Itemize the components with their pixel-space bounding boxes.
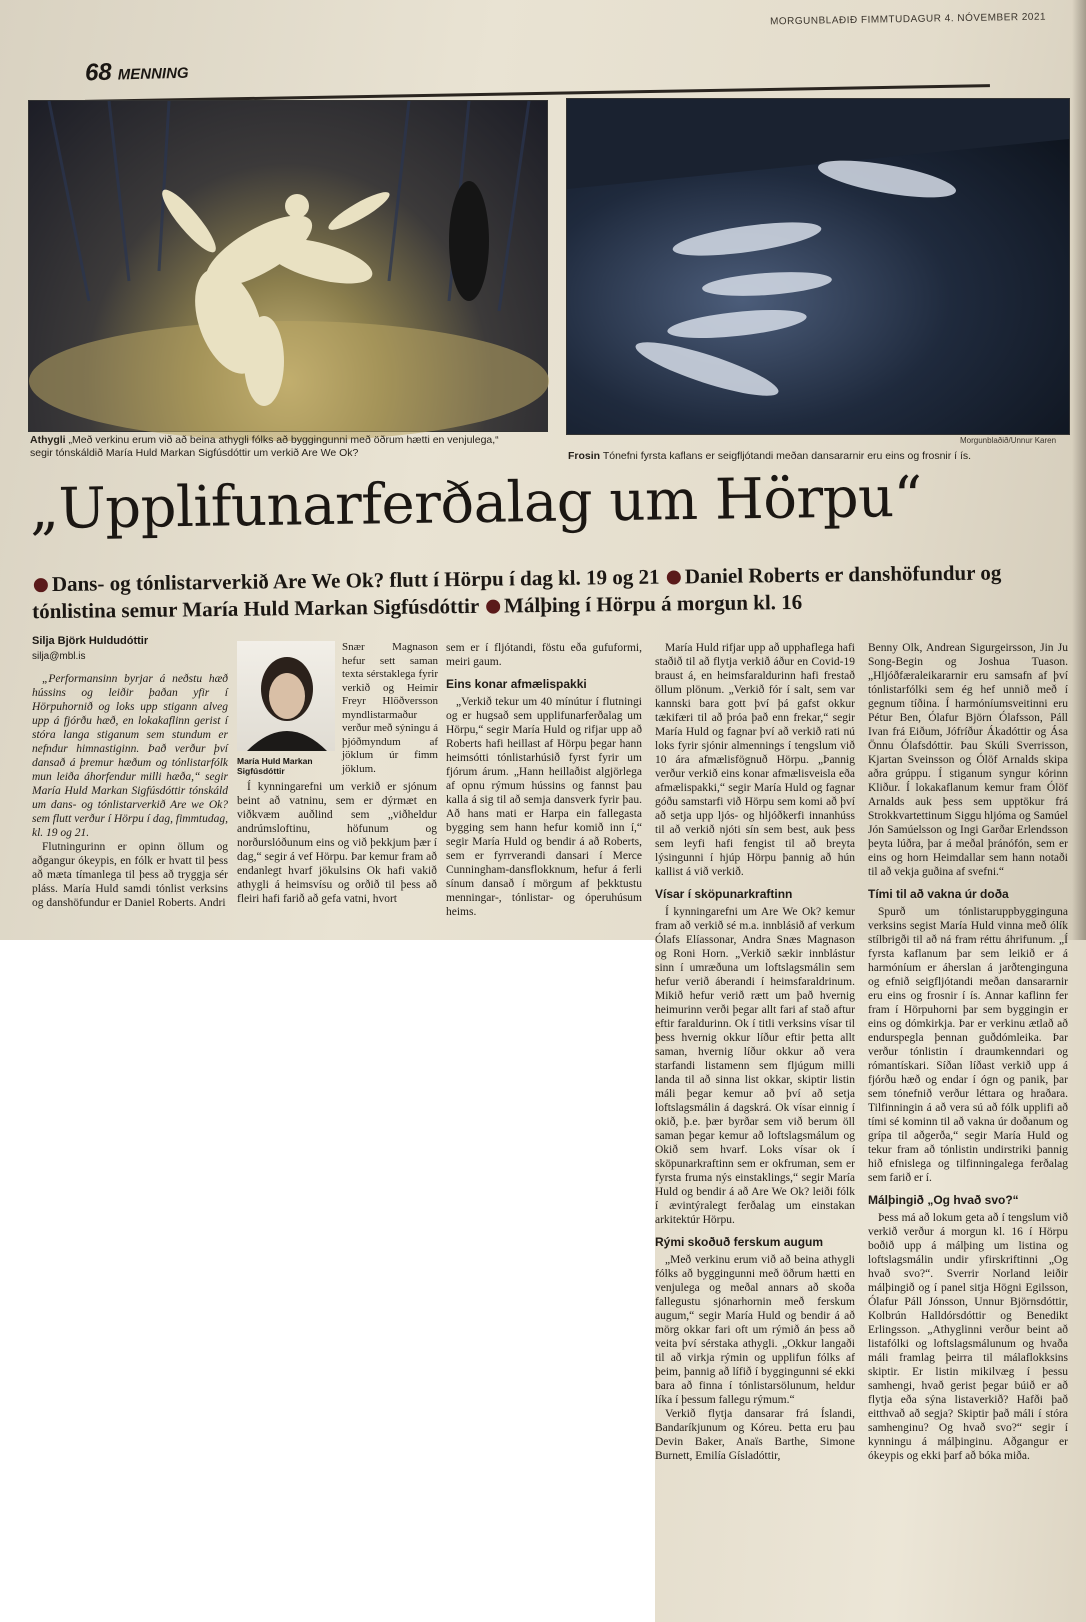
paragraph: Í kynningarefni um verkið er sjónum beint að vatninu, sem er dýrmæt en viðkvæm auðlind sem „viðheldur andrúmsloftinu, höfunum og norðurslóðunum eins og við þekkjum þær í dag,“ segir á vef Hörpu. Þar kemur fram að endanlegt hvarf jökulsins Ok hafi vakið athygli á heimsvísu og orðið til þess að fleiri hafi farið að gefa vatni, hvort	[237, 781, 437, 905]
subheading: Eins konar afmælispakki	[446, 677, 587, 691]
masthead: MORGUNBLAÐIÐ FIMMTUDAGUR 4. NÓVEMBER 2021	[769, 11, 1047, 28]
caption-text: Tónefni fyrsta kaflans er seigfljótandi meðan dansararnir eru eins og frosnir í ís.	[602, 450, 972, 462]
headline: „Upplifunarferðalag um Hörpu“	[29, 464, 923, 543]
person-icon	[237, 641, 335, 751]
column-2-top	[342, 641, 438, 775]
photo-dancers-floor	[566, 98, 1070, 435]
paragraph: „Með verkinu erum við að beina athygli fólks að byggingunni með öðrum hætti en venjulega og meðal annars að skoða fallegustu sjónarhornin með ferskum augum,“ segir María Huld og bendir á að mörg okkar fari oft um rýmið án þess að veita því sérstaka athygli. „Okkur langaði til að virkja rýmin og upplifun fólks af þeim, þannig að lífið í byggingunni sé ekki bara að finna í tónlistarsölunum, heldur líka í þessum fallegu rýmum.“	[655, 1254, 855, 1406]
dancers-illustration	[29, 101, 547, 431]
subhead-part-2: Daniel Roberts er danshöfundur og tónlistina semur María Huld Markan Sigfúsdóttir	[32, 560, 1002, 624]
column-5	[868, 641, 1068, 1619]
paragraph: Snær Magnason hefur sett saman texta sérstaklega fyrir verkið og Heimir Freyr Hlöðversson myndlistarmaður verður með sýningu á þjóðmyndum af jöklum úr fimm jöklum.	[342, 641, 438, 775]
paragraph: Flutningurinn er opinn öllum og aðgangur ókeypis, en fólk er hvatt til þess að mæta tímanlega til þess að tryggja sér pláss. María Huld samdi tónlist verksins og danshöfundur er Daniel Roberts. Andri	[32, 841, 228, 909]
photo-credit: Morgunblaðið/Unnur Karen	[960, 436, 1057, 445]
page-fold-shadow	[1072, 0, 1086, 940]
subhead-part-1: Dans- og tónlistarverkið Are We Ok? flutt í Hörpu í dag kl. 19 og 21	[51, 564, 660, 597]
column-3	[446, 641, 642, 932]
subheading: Rými skoðuð ferskum augum	[655, 1235, 824, 1249]
paragraph: Spurð um tónlistaruppbygginguna verksins segist María Huld vinna með ólík stílbrigði til að ná fram réttu áhrifunum. „Í fyrsta kaflanum þar sem leikið er á harmóníum er áherslan á jarðtenginguna og efnið seigfljótandi meðan dansararnir eru eins og frosnir í ís. Annar kaflinn fer fram í Hörpuhorni þar sem byggingin er eins og dómkirkja. Þar er verkinu ætlað að endurspegla þennan guðdómleika. Þar verður tónlistin í draumkenndari og rómantískari. Síðan líðast verkið upp á fjórðu hæð og endar í ógn og panik, þar sem tónefnið verður léttara og hraðara. Tilfinningin á að vera sú að fólk upplifi að tími sé kominn til að vakna úr doðanum og grípa til aðgerða,“ segir María Huld og tekur fram að tónlistin undirstriki þannig hið efnislega og tilfinningalega ferðalag sem farið er í.	[868, 906, 1068, 1184]
bullet-icon	[667, 570, 681, 584]
paragraph: sem er í fljótandi, föstu eða gufuformi, meiri gaum.	[446, 642, 642, 668]
paragraph: María Huld rifjar upp að upphaflega hafi staðið til að flytja verkið áður en Covid-19 braust á, en heimsfaraldurinn hafi frestað öllum plönum. „Verkið fór í salt, sem var kannski bara gott því þá gafst okkur tækifæri til að þróa það enn frekar,“ segir María Huld og fagnar því að verkið rati nú loks fyrir sjónir almennings í tengslum við 10 ára afmælisfögnuð Hörpu. „Þannig verður verkið eins konar afmælisveisla eða afmælispakki,“ segir María Huld og fagnar góðu samstarfi við Hörpu sem komi að því að setja upp ljós- og hljóðkerfi innanhúss til að verkið njóti sín sem best, auk þess sem leyfi hafi fengist til að breyta lýsingunni í hjúp Hörpu þannig að hún kallist á við verkið.	[655, 642, 855, 878]
paragraph: Í kynningarefni um Are We Ok? kemur fram að verkið sé m.a. innblásið af verkum Ólafs Elíassonar, Andra Snæs Magnason og Roni Horn. „Verkið sækir innblástur sinn í umræðuna um loftslagsmálin sem hefur verið áberandi í heimsfaraldrinum. Mikið hefur verið rætt um það hvernig heimurinn verði þegar allt fari af stað aftur eftir faraldurinn. Ok í titli verksins vísar til þess hvernig okkur líður eftir þetta allt saman, hvernig líður okkur að vera starfandi listamenn sem fljúgum milli landa til að sinna list okkar, skiptir listin máli þegar kemur að því að setja loftslagsmálin á dagskrá. Ok vísar einnig í okið, þ.e. þær byrðar sem við berum öll saman þegar kemur að loftslagsmálum og Okið sem hvarf. Loks vísar ok í sköpunarkraftinn sem er okfruman, sem er fyrsta fruma nýs einstaklings,“ segir María Huld og bendir á að Are We Ok? leiði fólk í ævintýralegt ferðalag um einstakan arkitektúr Hörpu.	[655, 906, 855, 1226]
page-number: 68	[84, 58, 113, 87]
author-email: silja@mbl.is	[32, 651, 86, 662]
bullet-icon	[34, 578, 48, 592]
paragraph: „Verkið tekur um 40 mínútur í flutningi og er hugsað sem upplifunarferðalag um Hörpu,“ segir María Huld og rifjar upp að Roberts hafi heillast af Hörpu þegar hann heimsótti tónlistarhúsið fyrst fyrir um fjórum árum. „Hann heillaðist algjörlega af opnu rýmum hússins og fannst þau kalla á sig til að semja dansverk fyrir þau. Að hans mati er Harpa ein fallegasta bygging sem hann hefur komið inn í,“ segir María Huld og bendir á að Roberts, sem er fyrrverandi dansari í Merce Cunningham-dansflokknum, hefur á ferli sínum dansað í mörgum af þekktustu menningar-, tónlistar- og óperuhúsum heims.	[446, 696, 642, 918]
column-1	[32, 672, 228, 934]
paragraph: „Performansinn byrjar á neðstu hæð hússins og leiðir þaðan yfir í Hörpuhornið og loks upp stigann alveg upp á fjórðu hæð, en lokakaflinn gerist í stóra langa stiganum sem stundum er nefndur himnastiginn. Það verður því dansað á þremur hæðum og tónlistarfólk mun leiða áhorfendur milli hæða,“ segir María Huld Markan Sigfúsdóttir tónskáld um dans- og tónlistarverkið Are we Ok? sem flutt verður í Hörpu í dag, fimmtudag, kl. 19 og 21.	[32, 673, 228, 839]
subheading: Vísar í sköpunarkraftinn	[655, 887, 793, 901]
photo-dancers-harpa	[28, 100, 548, 432]
subheading: Tími til að vakna úr doða	[868, 887, 1009, 901]
portrait-caption: María Huld Markan Sigfúsdóttir	[237, 756, 313, 776]
caption-label: Athygli	[30, 434, 66, 446]
floor-dancers-illustration	[567, 99, 1069, 434]
section-name: MENNING	[117, 64, 189, 84]
caption-text: „Með verkinu erum við að beina athygli fólks að byggingunni með öðrum hætti en venjulega,“ segir tónskáldið María Huld Markan Sigfúsdóttir um verkið Are We Ok?	[30, 434, 499, 459]
subheading: Málþingið „Og hvað svo?“	[868, 1193, 1019, 1207]
page-header	[85, 57, 189, 88]
paragraph: Verkið flytja dansarar frá Íslandi, Bandaríkjunum og Kóreu. Þetta eru þau Devin Baker, Anaïs Barthe, Simone Burnett, Emilía Gísladóttir,	[655, 1408, 855, 1462]
paragraph: Þess má að lokum geta að í tengslum við verkið verður á morgun kl. 16 í Hörpu boðið upp á málþing um listina og loftslagsmálin undir yfirskriftinni „Og hvað svo?“. Sverrir Norland leiðir málþingið og í panel sitja Högni Egilsson, Ólafur Páll Jónsson, Unnur Björnsdóttir, Kolbrún Halldórsdóttir og Benedikt Erlingsson. „Athyglinni verður beint að listafólki og loftslagsmálunum og hvaða máli framlag þeirra til málaflokksins skiptir. Er listin mikilvæg í þessu samhengi, hvað gerist þegar búið er að flytja eða sýna listaverkið? Hafði það eitthvað að segja? Skiptir það máli í stóra samhenginu? Og hvað svo?“ segir í kynningu á málþinginu. Aðgangur er ókeypis og ekki þarf að bóka miða.	[868, 1212, 1068, 1462]
photo-left-caption	[30, 434, 520, 460]
photo-right-caption	[568, 450, 1048, 463]
bullet-icon	[486, 600, 500, 614]
subhead-part-3: Málþing í Hörpu á morgun kl. 16	[503, 589, 803, 618]
paragraph: Benny Olk, Andrean Sigurgeirsson, Jin Ju Song-Begin og Joshua Tuason. „Hljóðfæraleikararnir eru samsafn af því tónlistarfólki sem ég hef unnið með í gegnum tíðina. Í harmóníumsveitinni eru Pétur Ben, Ólafur Björn Ólafsson, Páll Ivan frá Eiðum, Jófríður Ákadóttir og Ása Önnu Ólafsdóttir. Þau Skúli Sverrisson, Kjartan Sveinsson og Ólöf Arnalds skipa aðra grúppu. Í stiganum syngur kórinn Kliður. Í lokakaflanum kemur fram Ólöf Arnalds auk þess sem upptökur frá Strokkvartettinum Siggu hljóma og Samúel Jón Samúelsson og Ingi Garðar Erlendsson þeyta lúðra, þar á meðal þránófón, sem er eins og horn Heimdallar sem hann notaði til að vekja guðina af svefni.“	[868, 642, 1068, 878]
caption-label: Frosin	[568, 450, 601, 462]
byline: Silja Björk Huldudóttir	[32, 635, 149, 647]
column-4	[655, 641, 855, 1619]
portrait-photo	[237, 641, 335, 751]
column-2	[237, 780, 437, 932]
